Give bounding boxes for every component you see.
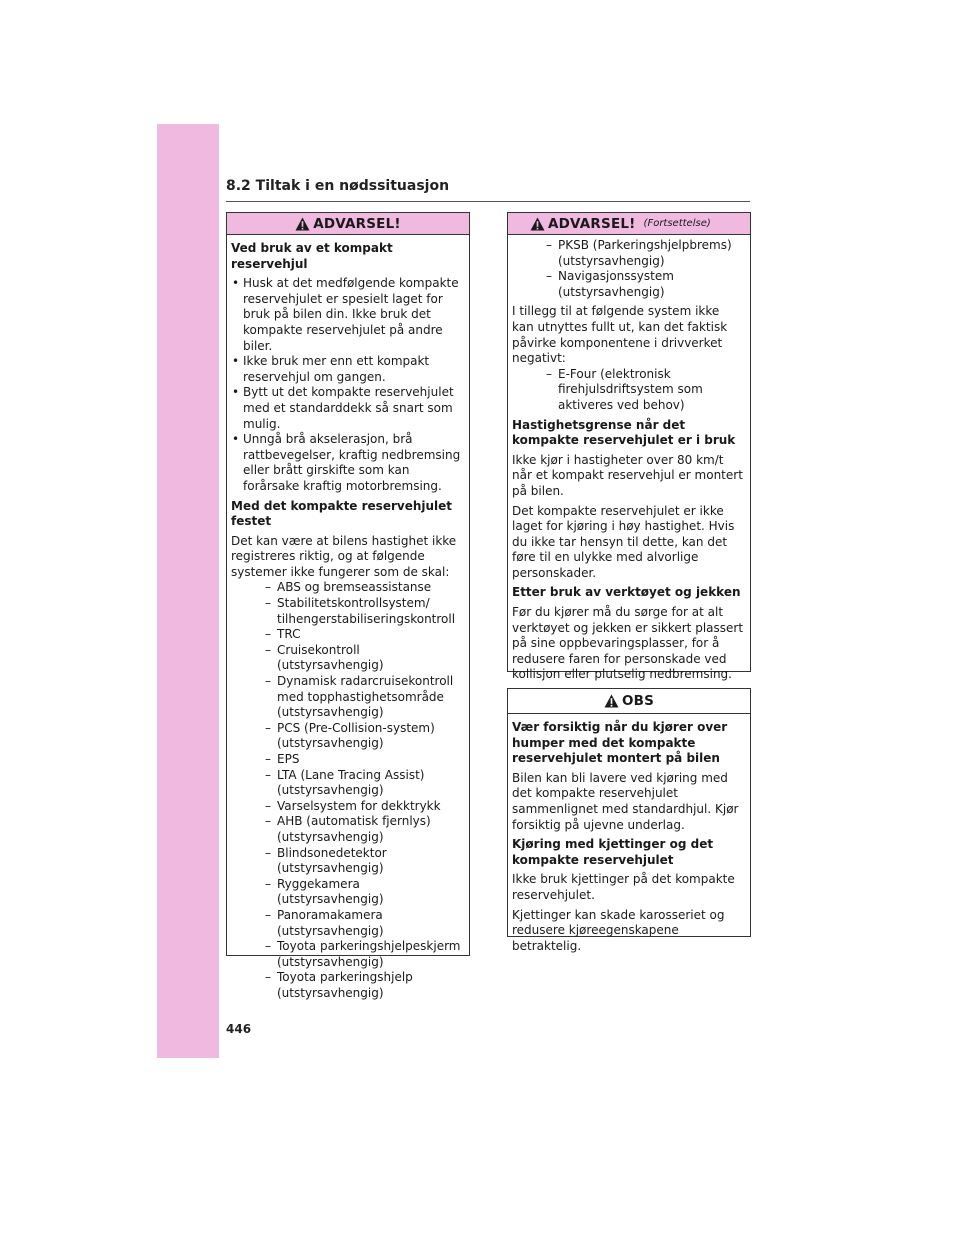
dash-list: [231, 580, 463, 1001]
page-number: 446: [226, 1022, 252, 1036]
dash-item: – Ryggekamera (utstyrsavhengig): [231, 877, 463, 908]
paragraph: Bilen kan bli lavere ved kjøring med det kompakte reservehjulet sammenlignet med standardhjul. Kjør forsiktig på ujevne underlag.: [512, 770, 739, 832]
warning-triangle-icon: [295, 217, 310, 231]
dash-list: [512, 367, 744, 414]
warning-title: ADVARSEL!: [313, 215, 401, 232]
dash-item: – Stabilitetskontrollsystem/ tilhengerstabiliseringskontroll: [231, 596, 463, 627]
bullet-item: • Bytt ut det kompakte reservehjulet med et standarddekk så snart som mulig.: [231, 385, 463, 432]
dash-item: – Navigasjonssystem (utstyrsavhengig): [512, 269, 744, 300]
subheading: Vær forsiktig når du kjører over humper med det kompakte reservehjulet montert på bilen: [512, 720, 728, 766]
paragraph: I tillegg til at følgende system ikke kan utnyttes fullt ut, kan det faktisk påvirke komponentene i drivverket negativt:: [512, 304, 728, 366]
paragraph: Før du kjører må du sørge for at alt verktøyet og jekken er sikkert plassert på sine oppbevaringsplasser, for å redusere faren for personskade ved kollisjon eller plutselig nedbremsing.: [512, 605, 744, 682]
continued-label: (Fortsettelse): [643, 218, 711, 229]
warning-box-2: [507, 212, 751, 682]
dash-item: – Dynamisk radarcruisekontroll med topphastighetsområde (utstyrsavhengig): [231, 674, 463, 721]
warning-title: ADVARSEL!: [548, 215, 636, 232]
dash-item: – E-Four (elektronisk firehjulsdriftsystem som aktiveres ved behov): [512, 367, 744, 414]
dash-item: – LTA (Lane Tracing Assist) (utstyrsavhengig): [231, 768, 463, 799]
dash-list: [512, 238, 744, 300]
dash-item: – Toyota parkeringshjelpeskjerm (utstyrsavhengig): [231, 939, 463, 970]
subheading: Etter bruk av verktøyet og jekken: [512, 585, 741, 600]
warning-triangle-icon: [530, 217, 545, 231]
section-header: 8.2 Tiltak i en nødssituasjon: [226, 178, 450, 194]
caution-body: [508, 714, 750, 962]
dash-item: – ABS og bremseassistanse: [231, 580, 463, 596]
warning-box-1: [226, 212, 470, 1000]
bullet-item: • Husk at det medfølgende kompakte reservehjulet er spesielt laget for bruk på bilen din. Ikke bruk det kompakte reservehjulet på andre biler.: [231, 276, 463, 354]
paragraph: Ikke kjør i hastigheter over 80 km/t når et kompakt reservehjul er montert på bilen.: [512, 452, 743, 498]
paragraph: Det kompakte reservehjulet er ikke laget for kjøring i høy hastighet. Hvis du ikke tar hensyn til dette, kan det føre til en ulykke med alvorlige personskader.: [512, 503, 735, 580]
bullet-list: [231, 276, 463, 494]
dash-item: – AHB (automatisk fjernlys) (utstyrsavhengig): [231, 814, 463, 845]
warning-body: [508, 235, 750, 691]
dash-item: – Varselsystem for dekktrykk: [231, 799, 463, 815]
subheading: Med det kompakte reservehjulet festet: [231, 498, 453, 529]
subheading: Kjøring med kjettinger og det kompakte reservehjulet: [512, 837, 714, 867]
subheading: Ved bruk av et kompakt reservehjul: [231, 241, 393, 271]
warning-box-header: [508, 213, 750, 235]
chapter-sidebar-tab: [157, 124, 219, 1058]
dash-item: – PKSB (Parkeringshjelpbrems) (utstyrsavhengig): [512, 238, 744, 269]
paragraph: Kjettinger kan skade karosseriet og redusere kjøreegenskapene betraktelig.: [512, 907, 725, 953]
dash-item: – TRC: [231, 627, 463, 643]
dash-item: – PCS (Pre-Collision-system) (utstyrsavhengig): [231, 721, 463, 752]
warning-triangle-icon: [604, 694, 619, 708]
paragraph: Det kan være at bilens hastighet ikke registreres riktig, og at følgende systemer ikke fungerer som de skal:: [231, 533, 457, 579]
dash-item: – Blindsonedetektor (utstyrsavhengig): [231, 846, 463, 877]
dash-item: – Panoramakamera (utstyrsavhengig): [231, 908, 463, 939]
dash-item: – EPS: [231, 752, 463, 768]
dash-item: – Cruisekontroll (utstyrsavhengig): [231, 643, 463, 674]
caution-box-header: [508, 689, 750, 714]
caution-title: OBS: [621, 693, 655, 709]
dash-item: – Toyota parkeringshjelp (utstyrsavhengig): [231, 970, 463, 1001]
paragraph: Ikke bruk kjettinger på det kompakte reservehjulet.: [512, 872, 735, 902]
section-divider: [226, 201, 750, 202]
bullet-item: • Unngå brå akselerasjon, brå rattbevegelser, kraftig nedbremsing eller brått girskifte som kan forårsake kraftig motorbremsing.: [231, 432, 463, 494]
warning-box-header: [227, 213, 469, 235]
bullet-item: • Ikke bruk mer enn ett kompakt reservehjul om gangen.: [231, 354, 463, 385]
caution-box: [507, 688, 751, 953]
subheading: Hastighetsgrense når det kompakte reservehjulet er i bruk: [512, 417, 736, 448]
warning-body: [227, 235, 469, 1006]
